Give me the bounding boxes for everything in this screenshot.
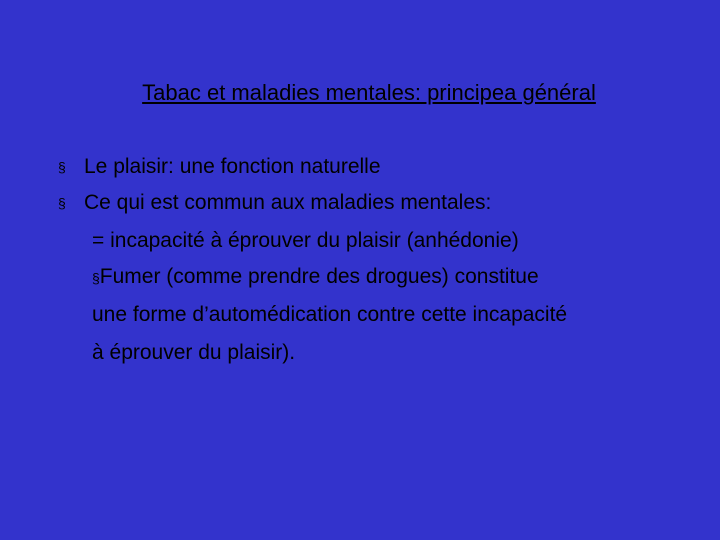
bullet-marker: § xyxy=(58,195,66,211)
bullet-text: Le plaisir: une fonction naturelle xyxy=(84,155,381,178)
sub-bullet-marker: § xyxy=(92,270,100,286)
slide-title: Tabac et maladies mentales: principea général xyxy=(142,80,596,105)
sub-line-text: une forme d’automédication contre cette incapacité xyxy=(92,303,568,326)
sub-line-text: = incapacité à éprouver du plaisir (anhédonie) xyxy=(92,229,519,252)
sub-bullet-line xyxy=(92,264,539,291)
sub-line-text: Fumer (comme prendre des drogues) constitue xyxy=(99,265,539,288)
bullet-marker: § xyxy=(58,159,66,175)
sub-line-text: à éprouver du plaisir). xyxy=(92,341,296,364)
bullet-text: Ce qui est commun aux maladies mentales: xyxy=(84,191,492,214)
